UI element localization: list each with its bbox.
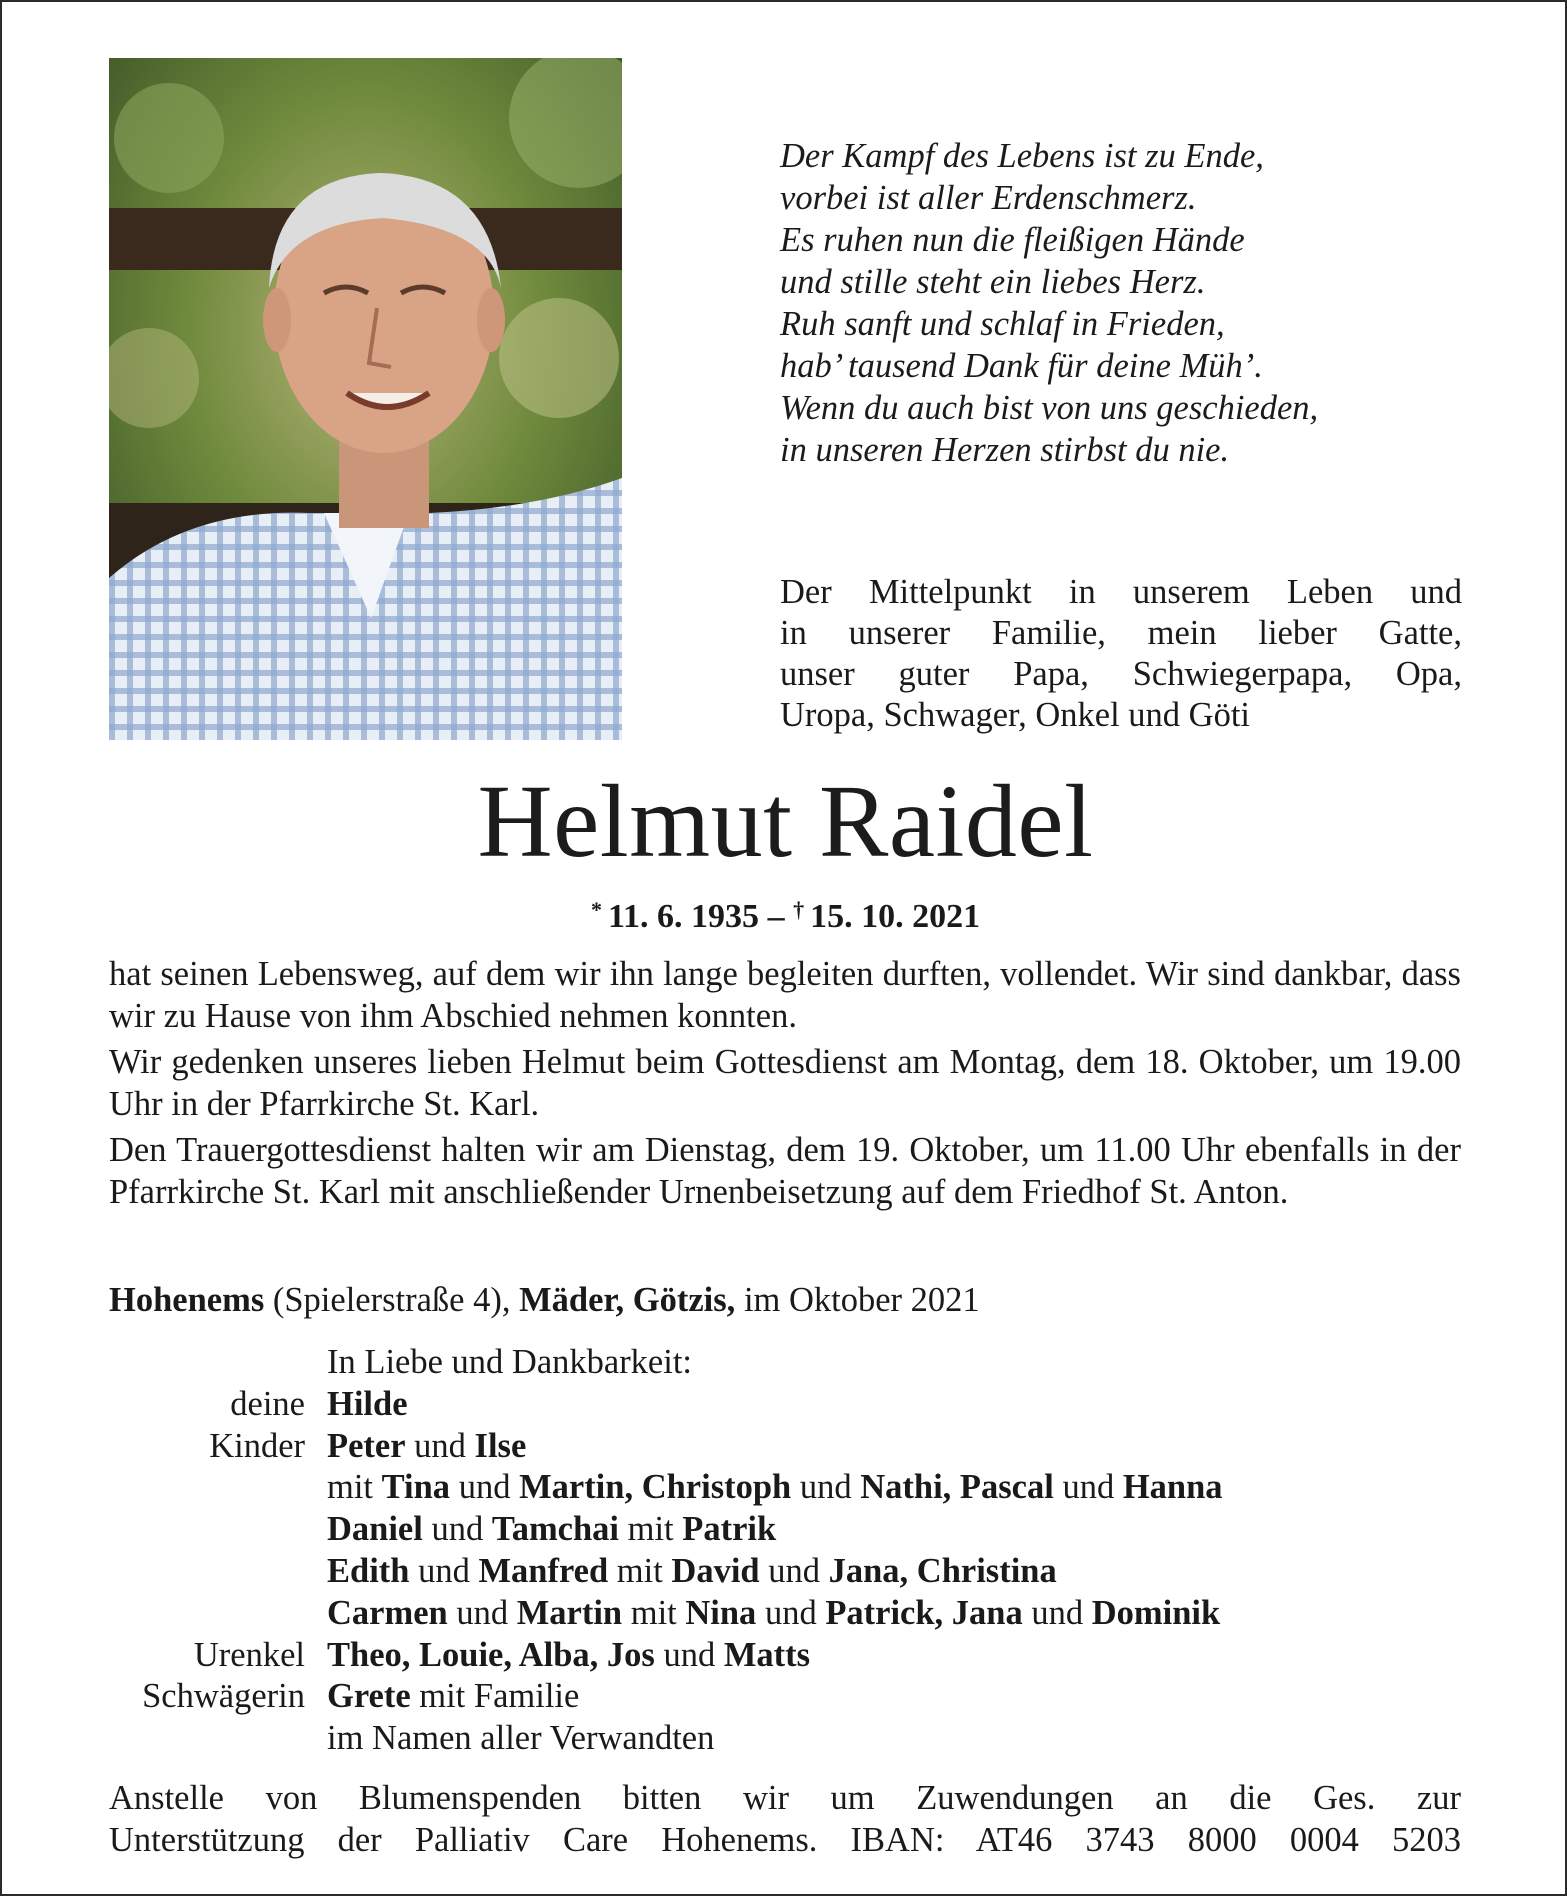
connector: und bbox=[1031, 1593, 1084, 1632]
footer-line: Unterstützung der Palliativ Care Hohenems. IBAN: AT46 3743 8000 0004 5203 bbox=[109, 1821, 1461, 1859]
family-name: Matts bbox=[723, 1635, 811, 1674]
poem-line: Der Kampf des Lebens ist zu Ende, bbox=[780, 137, 1264, 175]
family-name: Martin, Christoph bbox=[519, 1468, 792, 1507]
family-label: Urenkel bbox=[193, 1635, 305, 1674]
place-city: Hohenems bbox=[109, 1281, 265, 1319]
connector: und bbox=[1062, 1468, 1115, 1507]
connector: und bbox=[458, 1468, 511, 1507]
poem-line: und stille steht ein liebes Herz. bbox=[780, 263, 1206, 301]
intro-line: in unserer Familie, mein lieber Gatte, bbox=[780, 614, 1462, 652]
connector: und bbox=[414, 1426, 466, 1465]
body-paragraph: Wir gedenken unseres lieben Helmut beim Gottesdienst am Montag, dem 18. Oktober, um 19.00 Uhr in der Pfarrkirche St. Karl. bbox=[109, 1043, 1461, 1123]
family-name: Nina bbox=[685, 1593, 757, 1632]
poem-line: hab’ tausend Dank für deine Müh’. bbox=[780, 347, 1263, 385]
family-name: Nathi, Pascal bbox=[860, 1468, 1054, 1507]
family-label: Kinder bbox=[209, 1426, 305, 1465]
family-row bbox=[109, 1509, 1461, 1551]
connector: und bbox=[799, 1468, 852, 1507]
family-name: Dominik bbox=[1091, 1593, 1221, 1632]
connector: mit bbox=[630, 1593, 677, 1632]
family-list bbox=[109, 1342, 1461, 1760]
connector: mit bbox=[616, 1551, 663, 1590]
family-name: Grete bbox=[327, 1677, 411, 1716]
family-row bbox=[109, 1593, 1461, 1635]
family-name: Patrik bbox=[682, 1510, 777, 1549]
family-name: Carmen bbox=[327, 1593, 448, 1632]
family-row bbox=[109, 1718, 1461, 1760]
connector: mit Familie bbox=[419, 1677, 580, 1716]
connector: und bbox=[663, 1635, 716, 1674]
family-closing: im Namen aller Verwandten bbox=[327, 1719, 715, 1758]
portrait-image bbox=[109, 58, 622, 740]
family-row bbox=[109, 1467, 1461, 1509]
place-date: im Oktober 2021 bbox=[743, 1281, 980, 1319]
family-name: Theo, Louie, Alba, Jos bbox=[327, 1635, 655, 1674]
date-separator: – bbox=[767, 898, 785, 935]
connector: und bbox=[456, 1593, 509, 1632]
family-intro: In Liebe und Dankbarkeit: bbox=[327, 1343, 692, 1381]
connector: und bbox=[431, 1510, 484, 1549]
connector: und bbox=[418, 1551, 470, 1590]
footer-line: Anstelle von Blumenspenden bitten wir um Zuwendungen an die Ges. zur bbox=[109, 1779, 1461, 1817]
place-address: (Spielerstraße 4), bbox=[272, 1281, 511, 1319]
deceased-name: Helmut Raidel bbox=[477, 764, 1094, 879]
family-label: deine bbox=[230, 1384, 305, 1423]
intro-text bbox=[780, 572, 1462, 736]
family-name: Martin bbox=[516, 1593, 623, 1632]
intro-line: Uropa, Schwager, Onkel und Göti bbox=[780, 696, 1251, 734]
birth-date: 11. 6. 1935 bbox=[607, 898, 760, 935]
family-name: Peter bbox=[327, 1426, 406, 1465]
body-paragraph: Den Trauergottesdienst halten wir am Dienstag, dem 19. Oktober, um 11.00 Uhr ebenfalls in der Pfarrkirche St. Karl mit anschließender Urnenbeisetzung auf dem Friedhof St. Anton. bbox=[109, 1131, 1461, 1211]
family-row bbox=[109, 1551, 1461, 1593]
family-row bbox=[109, 1426, 1461, 1468]
connector: und bbox=[764, 1593, 817, 1632]
family-name: Manfred bbox=[478, 1551, 609, 1590]
family-name: Ilse bbox=[474, 1426, 527, 1465]
death-date: 15. 10. 2021 bbox=[810, 898, 981, 935]
death-symbol: † bbox=[793, 897, 805, 922]
connector: mit bbox=[627, 1510, 674, 1549]
portrait-photo bbox=[109, 58, 622, 740]
birth-symbol: * bbox=[590, 897, 602, 922]
donation-note bbox=[109, 1777, 1461, 1861]
poem-line: in unseren Herzen stirbst du nie. bbox=[780, 431, 1230, 469]
poem-line: Wenn du auch bist von uns geschieden, bbox=[780, 389, 1319, 427]
place-date-line bbox=[109, 1280, 1461, 1321]
family-name: Hanna bbox=[1122, 1468, 1223, 1507]
family-name: David bbox=[671, 1551, 760, 1590]
announcement-body bbox=[109, 954, 1461, 1218]
family-name: Daniel bbox=[327, 1510, 423, 1549]
poem-line: vorbei ist aller Erdenschmerz. bbox=[780, 179, 1197, 217]
family-name: Jana, Christina bbox=[828, 1551, 1057, 1590]
family-label: Schwägerin bbox=[142, 1677, 305, 1716]
family-name: Patrick, Jana bbox=[825, 1593, 1023, 1632]
family-row bbox=[109, 1384, 1461, 1426]
place-cities: Mäder, Götzis, bbox=[519, 1281, 736, 1319]
poem-line: Es ruhen nun die fleißigen Hände bbox=[780, 221, 1245, 259]
family-name: Edith bbox=[327, 1551, 410, 1590]
family-name: Hilde bbox=[327, 1384, 408, 1423]
poem bbox=[780, 135, 1480, 471]
family-row bbox=[109, 1342, 1461, 1384]
connector: und bbox=[768, 1551, 820, 1590]
life-dates bbox=[2, 890, 1567, 937]
family-row bbox=[109, 1635, 1461, 1677]
family-row bbox=[109, 1676, 1461, 1718]
intro-line: Der Mittelpunkt in unserem Leben und bbox=[780, 573, 1462, 611]
intro-line: unser guter Papa, Schwiegerpapa, Opa, bbox=[780, 655, 1462, 693]
poem-line: Ruh sanft und schlaf in Frieden, bbox=[780, 305, 1225, 343]
family-name: Tina bbox=[381, 1468, 451, 1507]
connector: mit bbox=[327, 1468, 374, 1507]
body-paragraph: hat seinen Lebensweg, auf dem wir ihn lange begleiten durften, vollendet. Wir sind dankbar, dass wir zu Hause von ihm Abschied nehmen konnten. bbox=[109, 955, 1461, 1035]
family-name: Tamchai bbox=[491, 1510, 620, 1549]
